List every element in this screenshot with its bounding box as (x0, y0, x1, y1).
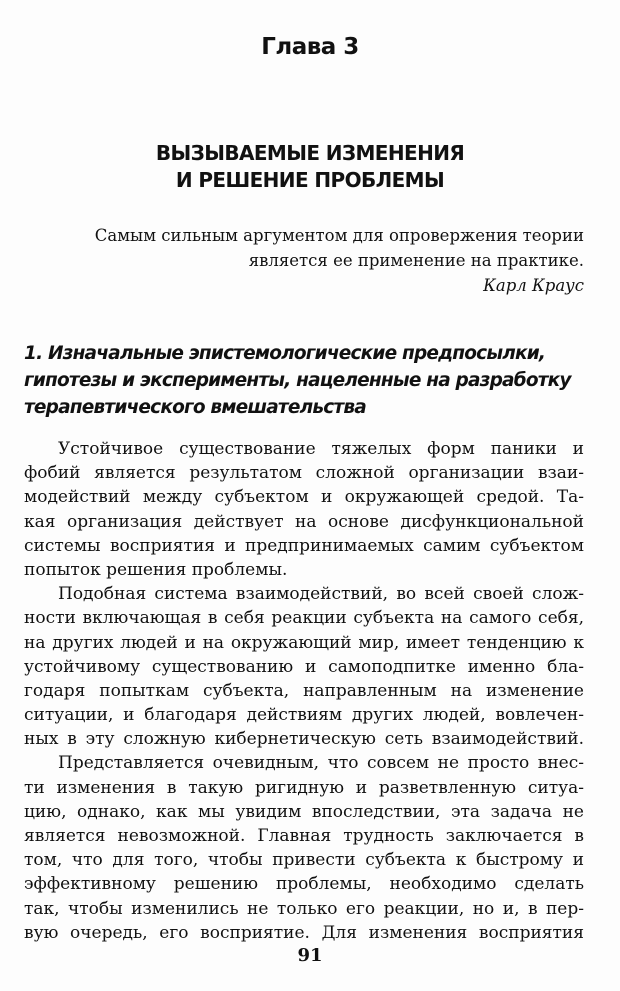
epigraph-line: Самым сильным аргументом для опровержения теории (94, 226, 584, 245)
text-line: эффективному решению проблемы, необходимо сделать (24, 874, 584, 895)
text-line: вую очередь, его восприятие. Для изменения восприятия (24, 922, 584, 943)
section-heading-line: гипотезы и эксперименты, нацеленные на разработку (24, 370, 571, 391)
text-line: цию, однако, как мы увидим впоследствии, эта задача не (24, 801, 584, 822)
section-heading-line: 1. Изначальные эпистемологические предпосылки, (24, 343, 546, 364)
text-line: ситуации, и благодаря действиям других людей, вовлечен- (24, 705, 584, 726)
text-line: системы восприятия и предпринимаемых самим субъектом (24, 535, 584, 556)
text-line: годаря попыткам субъекта, направленным на изменение (24, 680, 584, 701)
text-line: Подобная система взаимодействий, во всей своей слож- (58, 584, 584, 605)
text-line: Устойчивое существование тяжелых форм паники и (58, 439, 584, 459)
text-line: устойчивому существованию и самоподпитке именно бла- (24, 656, 584, 677)
text-line: том, что для того, чтобы привести субъекта к быстрому и (24, 850, 584, 871)
text-line: Представляется очевидным, что совсем не просто внес- (58, 753, 584, 774)
text-line: кая организация действует на основе дисфункциональной (24, 511, 584, 532)
text-line: на других людей и на окружающий мир, имеет тенденцию к (24, 632, 584, 653)
page-number: 91 (297, 945, 323, 966)
section-heading-line: терапевтического вмешательства (24, 397, 366, 418)
chapter-title (0, 140, 620, 194)
epigraph-author: Карл Краус (483, 276, 584, 295)
section-heading (24, 340, 594, 421)
text-line: фобий является результатом сложной организации взаи- (24, 463, 584, 484)
chapter-title-line: ВЫЗЫВАЕМЫЕ ИЗМЕНЕНИЯ (155, 141, 465, 165)
text-line: ных в эту сложную кибернетическую сеть взаимодействий. (24, 729, 584, 750)
epigraph (24, 223, 584, 298)
text-line: модействий между субъектом и окружающей средой. Та- (24, 487, 584, 508)
body-text (24, 437, 584, 945)
chapter-label: Глава 3 (261, 34, 359, 60)
text-line: так, чтобы изменились не только его реакции, но и, в пер- (24, 898, 584, 919)
text-line: попыток решения проблемы. (24, 559, 288, 580)
chapter-title-line: И РЕШЕНИЕ ПРОБЛЕМЫ (175, 168, 445, 192)
epigraph-line: является ее применение на практике. (248, 251, 584, 270)
text-line: ности включающая в себя реакции субъекта на самого себя, (24, 608, 584, 629)
text-line: является невозможной. Главная трудность заключается в (24, 826, 584, 846)
text-line: ти изменения в такую ригидную и разветвленную ситуа- (24, 777, 584, 798)
